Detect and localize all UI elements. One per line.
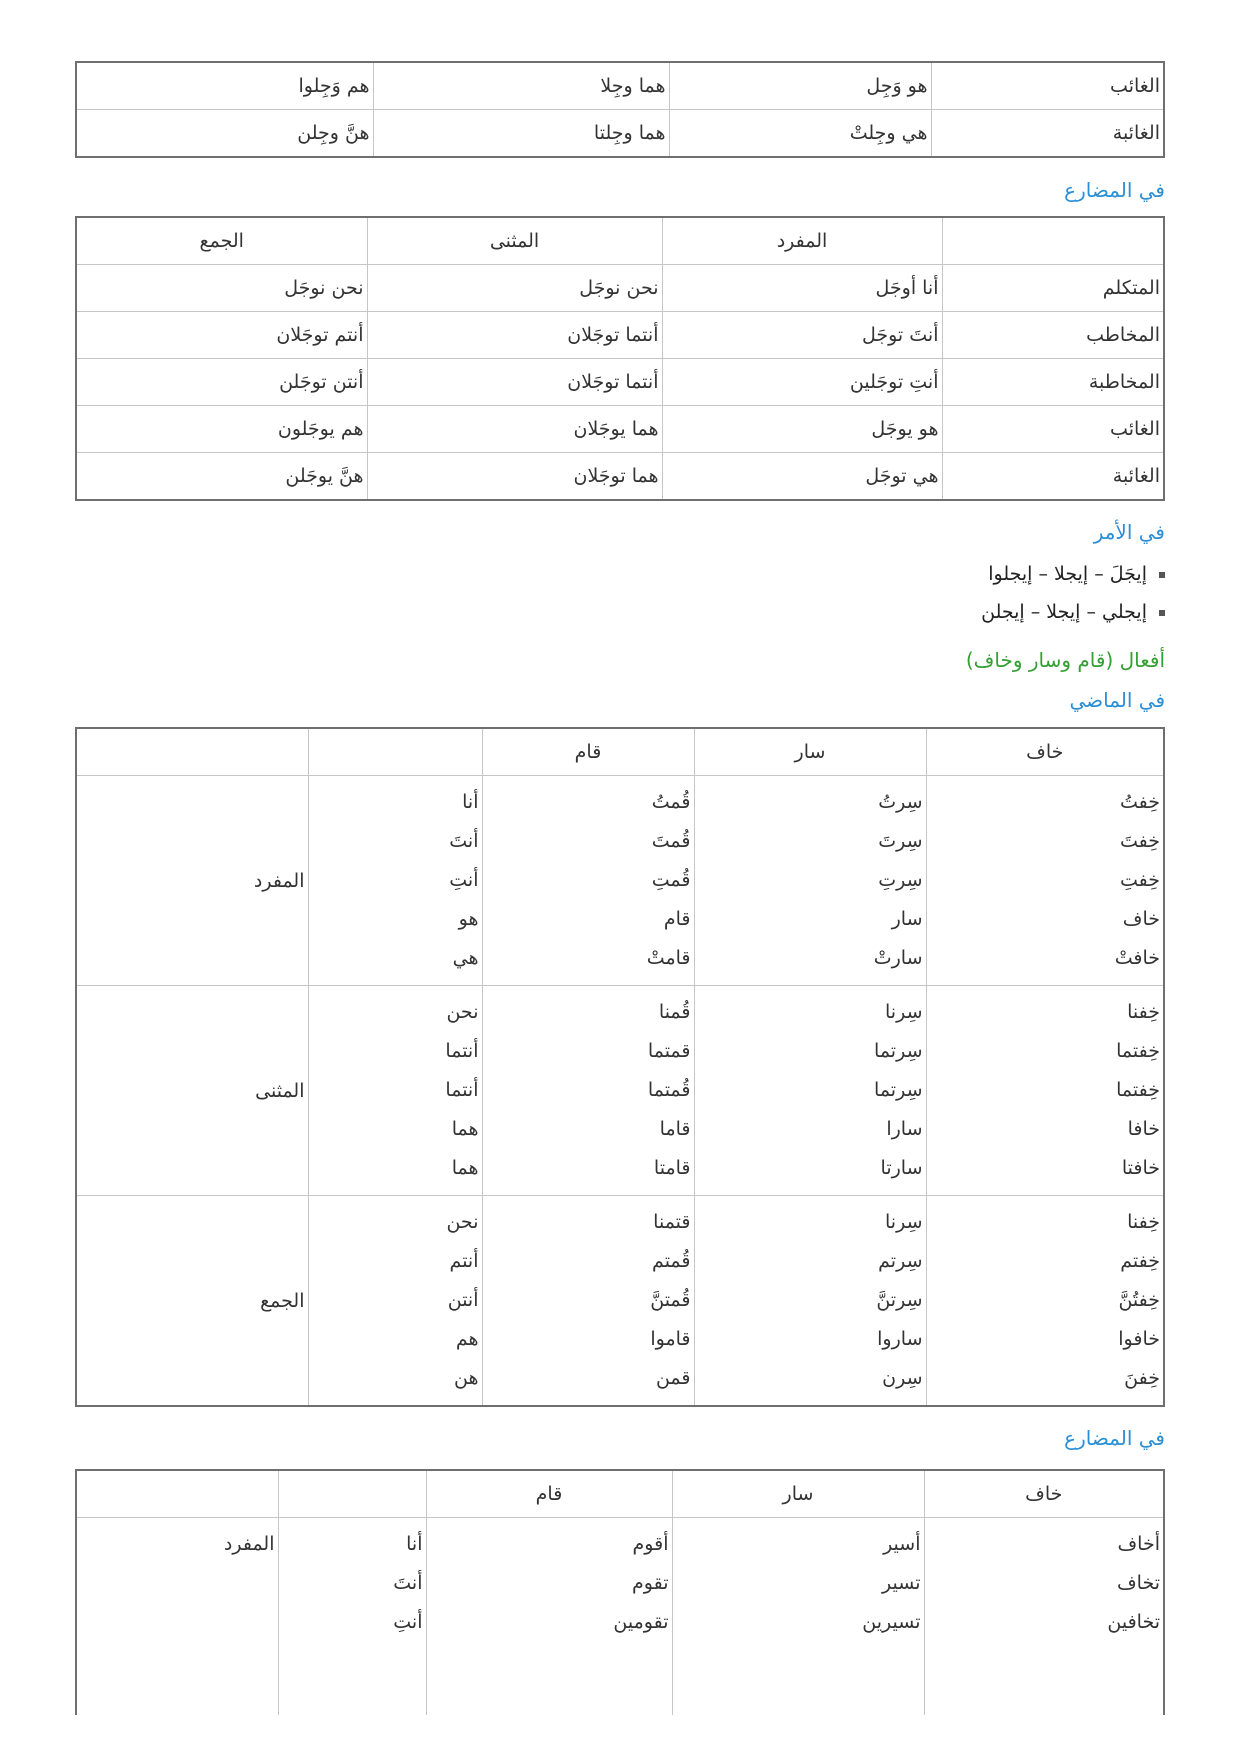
table-row [76, 62, 1164, 110]
table-row [76, 1196, 1164, 1407]
khaf-cell [926, 776, 1164, 986]
form-text: خِفنَ [1124, 1367, 1160, 1389]
header-group [76, 1470, 278, 1518]
pronoun-text: هي [452, 947, 479, 969]
form-text: سِرتنَّ [876, 1289, 923, 1311]
person-cell: الغائبة [942, 453, 1164, 501]
header-sar: سار [672, 1470, 924, 1518]
pronoun-text: أنا [462, 791, 479, 813]
form-text: تسيرين [862, 1611, 921, 1633]
form-text: سِرتِ [878, 869, 923, 891]
table-row [76, 312, 1164, 359]
imperative-text: إيجلي – إيجلا – إيجلن [981, 601, 1147, 623]
pronoun-text: هم [455, 1328, 479, 1350]
form-text: سارا [886, 1118, 923, 1140]
singular-cell: أنا أوجَل [662, 265, 942, 312]
table-row [76, 986, 1164, 1196]
pronoun-cell [308, 986, 482, 1196]
form-text: خِفنا [1127, 1211, 1160, 1233]
form-text: قاما [659, 1118, 691, 1140]
verbs-heading: أفعال (قام وسار وخاف) [965, 648, 1165, 672]
form-text: تخافين [1107, 1611, 1160, 1633]
qam-cell [426, 1518, 672, 1716]
pronoun-cell [308, 1196, 482, 1407]
form-text: سار [891, 908, 923, 930]
pronoun-text: هما [451, 1157, 479, 1179]
list-item [77, 555, 1165, 593]
form-text: سِرنا [885, 1001, 923, 1023]
past-heading: في الماضي [1069, 688, 1165, 712]
header-qam: قام [482, 728, 694, 776]
singular-cell: هي وجِلتْ [669, 110, 931, 158]
form-text: تقومين [613, 1611, 669, 1633]
khaf-cell [926, 986, 1164, 1196]
form-text: خافوا [1118, 1328, 1160, 1350]
singular-cell: هو يوجَل [662, 406, 942, 453]
form-text: أقوم [632, 1533, 669, 1555]
table-row [76, 110, 1164, 158]
header-dual: المثنى [367, 217, 662, 265]
form-text: تقوم [632, 1572, 669, 1594]
form-text: قامتا [653, 1157, 691, 1179]
plural-cell: أنتم توجَلان [76, 312, 367, 359]
form-text: أسير [883, 1533, 921, 1555]
dual-cell: هما وجِلا [373, 62, 669, 110]
header-pronoun [308, 728, 482, 776]
qam-cell [482, 986, 694, 1196]
form-text: سِرتَ [878, 830, 923, 852]
bullet-icon [1159, 572, 1165, 578]
form-text: سِرتُ [878, 791, 923, 813]
table-header-row [76, 728, 1164, 776]
person-cell: المتكلم [942, 265, 1164, 312]
form-text: خافا [1127, 1118, 1160, 1140]
group-label-text: المفرد [223, 1533, 275, 1555]
pronoun-cell [278, 1518, 426, 1716]
form-text: سِرتما [874, 1040, 923, 1062]
khaf-cell [924, 1518, 1164, 1716]
form-text: خِفتما [1116, 1040, 1160, 1062]
dual-cell: أنتما توجَلان [367, 359, 662, 406]
singular-cell: هي توجَل [662, 453, 942, 501]
header-khaf: خاف [924, 1470, 1164, 1518]
form-text: خِفتِ [1119, 869, 1160, 891]
table-row [76, 776, 1164, 986]
table-header-row [76, 1470, 1164, 1518]
pronoun-text: هو [458, 908, 479, 930]
header-singular: المفرد [662, 217, 942, 265]
pronoun-text: أنتِ [393, 1611, 423, 1633]
present-wajil-table [75, 216, 1165, 501]
form-text: قامتْ [646, 947, 691, 969]
sar-cell [694, 1196, 926, 1407]
header-group [76, 728, 308, 776]
sar-cell [694, 776, 926, 986]
form-text: سِرتم [878, 1250, 923, 1272]
form-text: خافتْ [1114, 947, 1160, 969]
form-text: تخاف [1116, 1572, 1160, 1594]
form-text: خِفنا [1127, 1001, 1160, 1023]
form-text: تسير [882, 1572, 921, 1594]
singular-cell: أنتِ توجَلين [662, 359, 942, 406]
form-text: أخاف [1117, 1533, 1160, 1555]
form-text: قمتما [647, 1040, 691, 1062]
person-cell: المخاطبة [942, 359, 1164, 406]
imperative-text: إيجَلَ – إيجلا – إيجلوا [988, 563, 1147, 585]
form-text: خِفتما [1116, 1079, 1160, 1101]
header-pronoun [278, 1470, 426, 1518]
group-label: المفرد [76, 776, 308, 986]
pronoun-text: أنتَ [449, 830, 479, 852]
list-item [77, 593, 1165, 631]
pronoun-text: نحن [446, 1211, 479, 1233]
present2-heading: في المضارع [1064, 1426, 1165, 1450]
form-text: قُمنا [658, 1001, 691, 1023]
bullet-icon [1159, 610, 1165, 616]
form-text: قام [663, 908, 691, 930]
form-text: قُمتِ [651, 869, 691, 891]
form-text: سِرنا [885, 1211, 923, 1233]
past-verbs-table [75, 727, 1165, 1407]
pronoun-cell [308, 776, 482, 986]
table-row [76, 359, 1164, 406]
form-text: قُمتم [652, 1250, 691, 1272]
header-qam: قام [426, 1470, 672, 1518]
table-header-row [76, 217, 1164, 265]
sar-cell [694, 986, 926, 1196]
plural-cell: هنَّ وجِلن [76, 110, 373, 158]
person-cell: الغائبة [931, 110, 1164, 158]
qam-cell [482, 1196, 694, 1407]
form-text: خافتا [1121, 1157, 1160, 1179]
form-text: سارتا [880, 1157, 923, 1179]
pronoun-text: أنا [406, 1533, 423, 1555]
qam-cell [482, 776, 694, 986]
plural-cell: هم يوجَلون [76, 406, 367, 453]
singular-cell: هو وَجِل [669, 62, 931, 110]
pronoun-text: أنتما [445, 1079, 479, 1101]
table-row [76, 406, 1164, 453]
pronoun-text: أنتن [447, 1289, 479, 1311]
form-text: ساروا [877, 1328, 923, 1350]
form-text: سارتْ [873, 947, 923, 969]
header-khaf: خاف [926, 728, 1164, 776]
dual-cell: هما يوجَلان [367, 406, 662, 453]
plural-cell: أنتن توجَلن [76, 359, 367, 406]
pronoun-text: أنتَ [393, 1572, 423, 1594]
sar-cell [672, 1518, 924, 1716]
khaf-cell [926, 1196, 1164, 1407]
pronoun-text: هما [451, 1118, 479, 1140]
dual-cell: هما وجِلتا [373, 110, 669, 158]
header-sar: سار [694, 728, 926, 776]
group-label [76, 1518, 278, 1716]
plural-cell: نحن نوجَل [76, 265, 367, 312]
plural-cell: هم وَجِلوا [76, 62, 373, 110]
group-label: الجمع [76, 1196, 308, 1407]
table-row [76, 453, 1164, 501]
dual-cell: أنتما توجَلان [367, 312, 662, 359]
present-verbs-table [75, 1469, 1165, 1715]
pronoun-text: أنتما [445, 1040, 479, 1062]
header-blank [942, 217, 1164, 265]
present-heading: في المضارع [1064, 178, 1165, 202]
table-row [76, 265, 1164, 312]
form-text: قُمتنَّ [650, 1289, 691, 1311]
header-plural: الجمع [76, 217, 367, 265]
singular-cell: أنتَ توجَل [662, 312, 942, 359]
plural-cell: هنَّ يوجَلن [76, 453, 367, 501]
form-text: قاموا [650, 1328, 691, 1350]
pronoun-text: أنتِ [449, 869, 479, 891]
group-label: المثنى [76, 986, 308, 1196]
form-text: خِفتَ [1119, 830, 1160, 852]
form-text: خِفتم [1120, 1250, 1160, 1272]
pronoun-text: نحن [446, 1001, 479, 1023]
dual-cell: هما توجَلان [367, 453, 662, 501]
form-text: قُمتَ [651, 830, 691, 852]
dual-cell: نحن نوجَل [367, 265, 662, 312]
form-text: سِرتما [874, 1079, 923, 1101]
form-text: سِرن [882, 1367, 923, 1389]
imperative-heading: في الأمر [1093, 520, 1165, 544]
form-text: قتمنا [653, 1211, 691, 1233]
form-text: خاف [1122, 908, 1160, 930]
form-text: خِفتُ [1119, 791, 1160, 813]
past-wajil-table-tail [75, 61, 1165, 158]
person-cell: الغائب [942, 406, 1164, 453]
pronoun-text: هن [454, 1367, 479, 1389]
form-text: خِفتُنَّ [1118, 1289, 1160, 1311]
person-cell: المخاطب [942, 312, 1164, 359]
table-row [76, 1518, 1164, 1716]
imperative-list [77, 555, 1165, 631]
person-cell: الغائب [931, 62, 1164, 110]
form-text: قُمتما [647, 1079, 691, 1101]
form-text: قُمتُ [651, 791, 691, 813]
form-text: قمن [655, 1367, 691, 1389]
pronoun-text: أنتم [449, 1250, 479, 1272]
